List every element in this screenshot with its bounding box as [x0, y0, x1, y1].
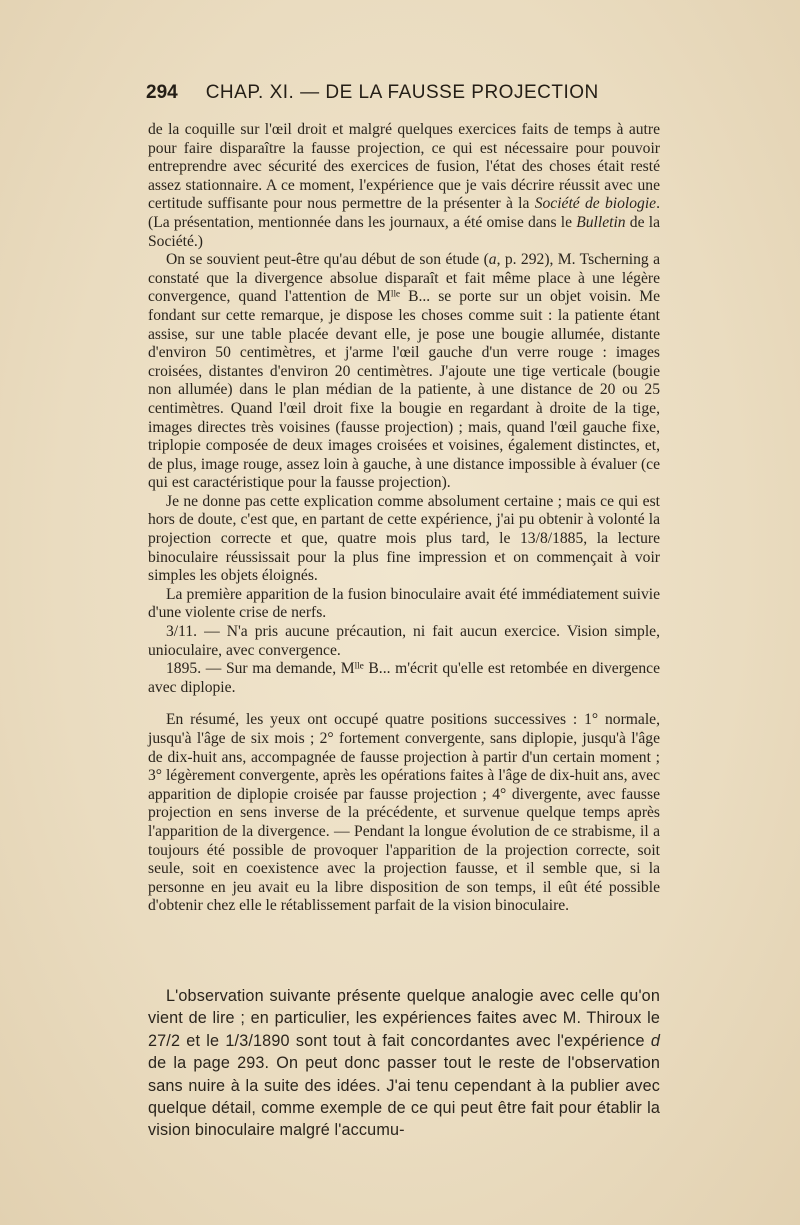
emphasis-bulletin: Bulletin	[576, 213, 626, 231]
running-header	[146, 82, 706, 104]
emphasis-d: d	[650, 1031, 660, 1050]
paragraph-6: 1895. — Sur ma demande, Mˡˡᵉ B... m'écrit qu'elle est retombée en divergence avec diplopie.	[148, 660, 660, 696]
paragraph-1: de la coquille sur l'œil droit et malgré quelques exercices faits de temps à autre pour faire disparaître la fausse projection, ce qui est nécessaire pour pouvoir entreprendre avec sécurité des exercices de fusion, l'état des choses était resté assez stationnaire. A ce moment, l'expérience que je vais décrire réussit avec une certitude suffisante pour nous permettre de la présenter à la Société de biologie. (La présentation, mentionnée dans les journaux, a été omise dans le Bulletin de la Société.)	[148, 121, 660, 250]
next-observation-text	[148, 985, 660, 1142]
paragraph-2: On se souvient peut-être qu'au début de son étude (a, p. 292), M. Tscherning a constaté que la divergence absolue disparaît et fait même place à une légère convergence, quand l'attention de Mˡˡᵉ B... se porte sur un objet voisin. Me fondant sur cette remarque, je dispose les choses comme suit : la patiente étant assise, sur une table placée devant elle, je pose une bougie allumée, distante d'environ 50 centimètres, et j'arme l'œil gauche d'un verre rouge : images croisées, distantes d'environ 20 centimètres. J'ajoute une tige verticale (bougie non allumée) dans le plan médian de la patiente, à une distance de 20 ou 25 centimètres. Quand l'œil droit fixe la bougie en regardant à droite de la tige, images directes très voisines (fausse projection) ; mais, quand l'œil gauche fixe, triplopie composée de deux images croisées et voisines, également distinctes, et, de plus, image rouge, assez loin à gauche, à une distance impossible à évaluer (ce qui est caractéristique pour la fausse projection).	[148, 251, 660, 492]
emphasis-societe-de-biologie: Société de biologie	[534, 195, 657, 213]
paragraph-8: L'observation suivante présente quelque analogie avec celle qu'on vient de lire ; en particulier, les expériences faites avec M. Thiroux le 27/2 et le 1/3/1890 sont tout à fait concordantes avec l'expérience d de la page 293. On peut donc passer tout le reste de l'observation sans nuire à la suite des idées. J'ai tenu cependant à la publier avec quelque détail, comme exemple de ce qui peut être fait pour établir la vision binoculaire malgré l'accumu-	[148, 987, 660, 1140]
paragraph-4: La première apparition de la fusion binoculaire avait été immédiatement suivie d'une violente crise de nerfs.	[148, 585, 660, 622]
page-number: 294	[146, 82, 178, 103]
paragraph-5: 3/11. — N'a pris aucune précaution, ni fait aucun exercice. Vision simple, unioculaire, avec convergence.	[148, 623, 660, 659]
paragraph-3: Je ne donne pas cette explication comme absolument certaine ; mais ce qui est hors de doute, c'est que, en partant de cette expérience, j'ai pu obtenir à volonté la projection correcte et que, quatre mois plus tard, le 13/8/1885, la lecture binoculaire réussissait pour la plus fine impression et on commençait à voir simples les objets éloignés.	[148, 492, 660, 585]
main-text	[148, 121, 660, 916]
running-title: CHAP. XI. — DE LA FAUSSE PROJECTION	[205, 82, 599, 103]
emphasis-a: a	[488, 251, 497, 269]
paragraph-summary: En résumé, les yeux ont occupé quatre positions successives : 1° normale, jusqu'à l'âge de six mois ; 2° fortement convergente, sans diplopie, jusqu'à l'âge de dix-huit ans, accompagnée de fausse projection à partir d'un certain moment ; 3° légèrement convergente, après les opérations faites à l'âge de dix-huit ans, avec apparition de diplopie croisée par fausse projection ; 4° divergente, avec fausse projection en sens inverse de la précédente, et survenue quelque temps après l'apparition de la divergence. — Pendant la longue évolution de ce strabisme, il a toujours été possible de provoquer l'apparition de la projection correcte, soit seule, soit en coexistence avec la projection fausse, et il semble que, si la personne en jeu avait eu la libre disposition de son temps, il eût été possible d'obtenir chez elle le rétablissement parfait de la vision binoculaire.	[148, 711, 660, 915]
